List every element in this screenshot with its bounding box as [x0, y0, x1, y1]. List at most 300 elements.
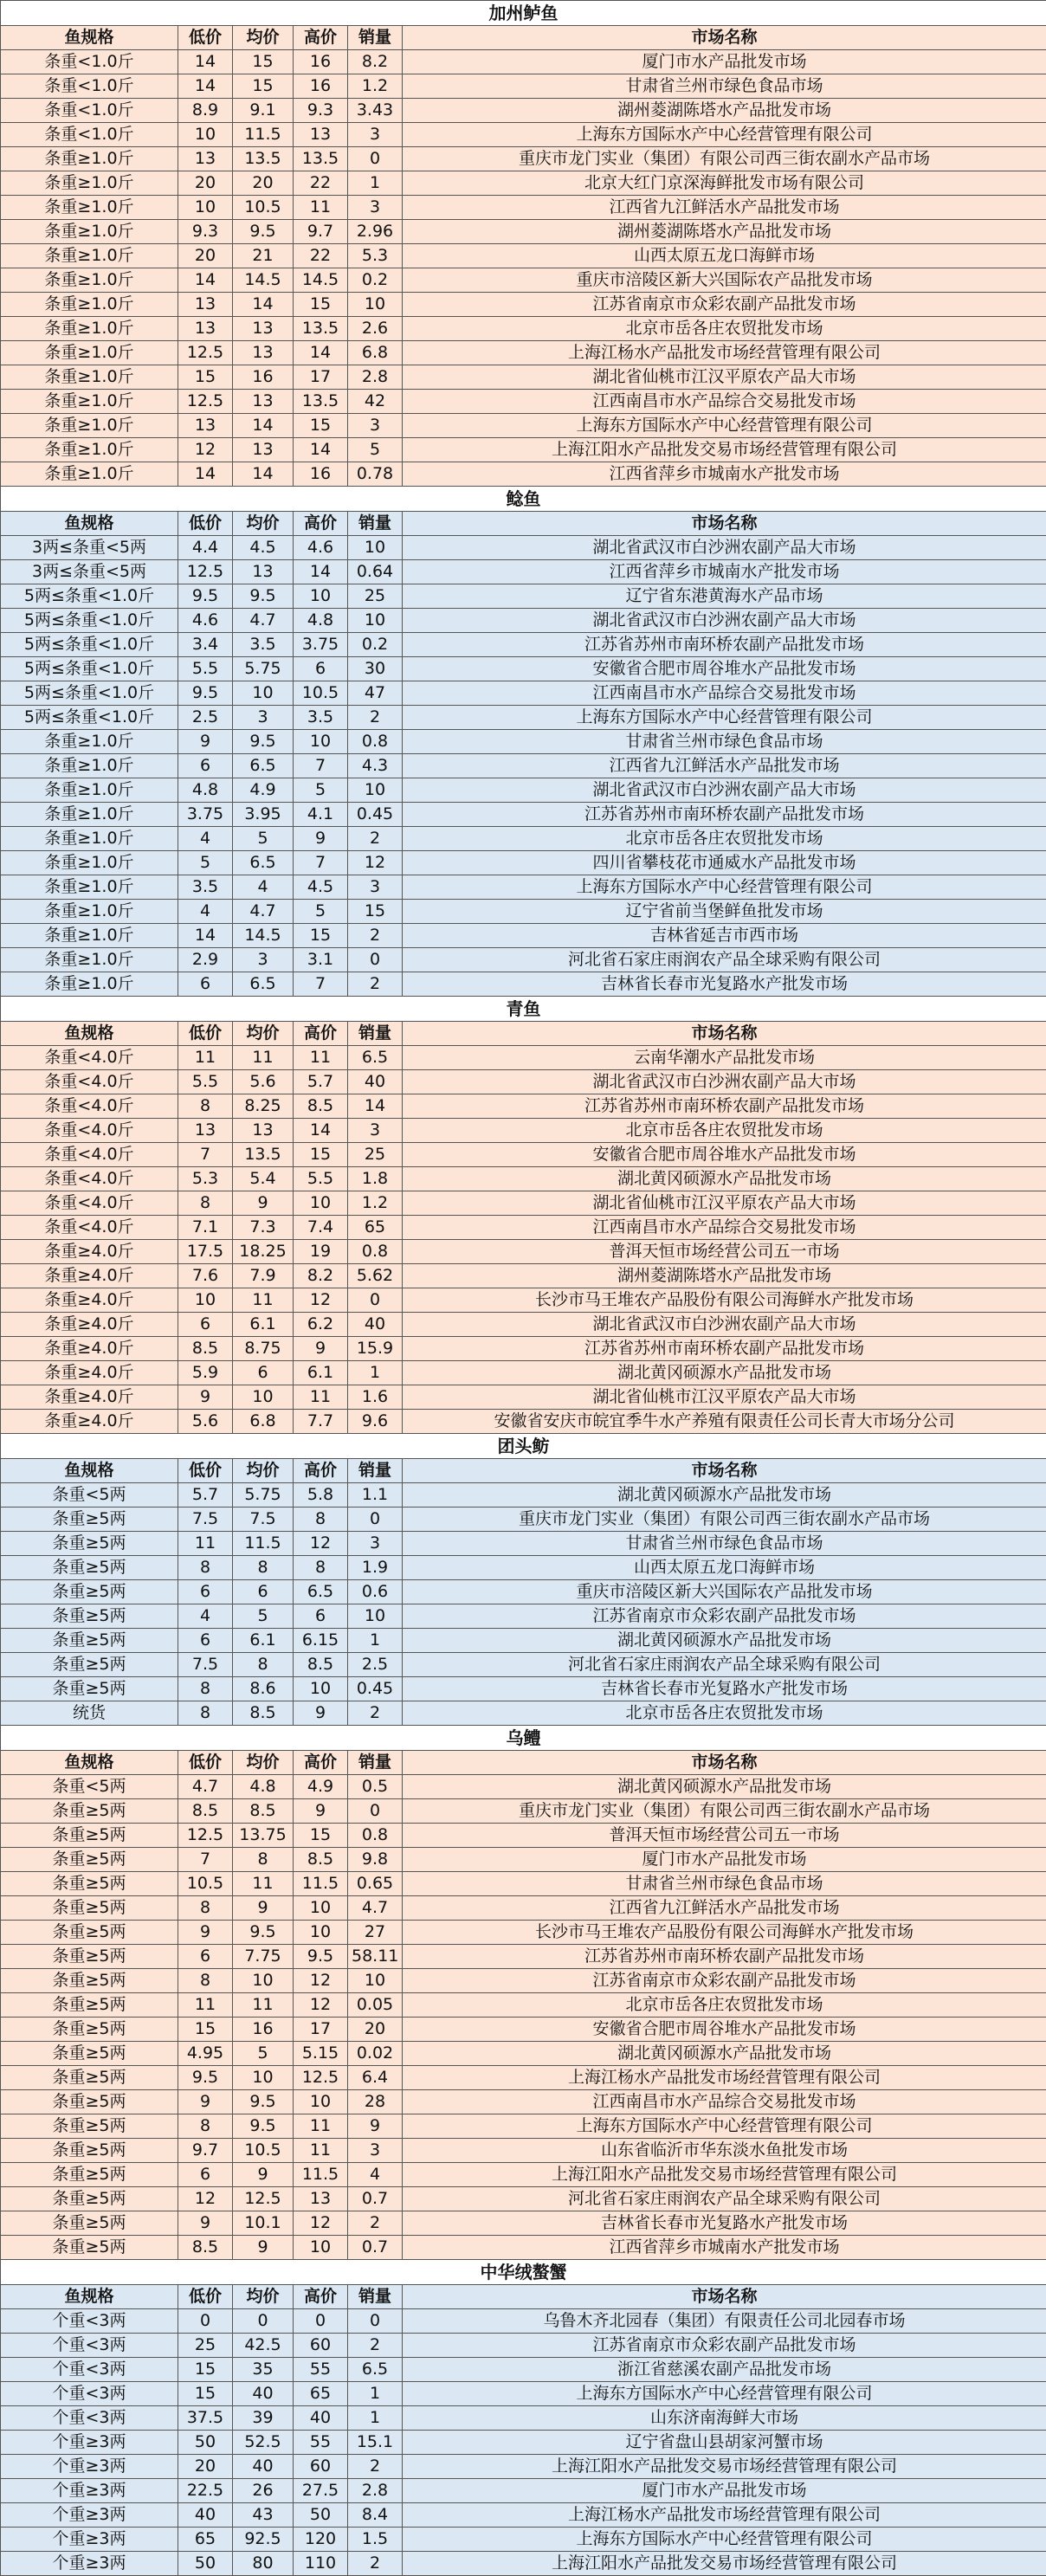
table-row [1, 317, 1046, 341]
table-cell: 92.5 [233, 2528, 294, 2552]
table-cell: 14.5 [294, 268, 348, 293]
table-cell: 湖北省仙桃市江汉平原农产品大市场 [403, 365, 1046, 390]
table-cell: 5 [178, 851, 233, 875]
table-cell: 5.3 [178, 1167, 233, 1191]
table-cell: 5.5 [178, 657, 233, 681]
table-cell: 16 [294, 462, 348, 487]
table-cell: 3.5 [178, 875, 233, 900]
table-cell: 重庆市涪陵区新大兴国际农产品批发市场 [403, 268, 1046, 293]
table-cell: 条重≥5两 [1, 1993, 178, 2018]
table-cell: 0.45 [348, 803, 403, 827]
table-cell: 北京市岳各庄农贸批发市场 [403, 1119, 1046, 1143]
table-cell: 江苏省南京市众彩农副产品批发市场 [403, 2334, 1046, 2358]
table-cell: 20 [348, 2018, 403, 2042]
table-cell: 10.1 [233, 2211, 294, 2236]
table-cell: 12 [348, 851, 403, 875]
table-cell: 7.5 [178, 1508, 233, 1532]
column-header: 市场名称 [403, 512, 1046, 536]
table-cell: 条重≥1.0斤 [1, 754, 178, 778]
table-cell: 6.5 [233, 851, 294, 875]
table-cell: 4.3 [348, 754, 403, 778]
table-cell: 条重<5两 [1, 1775, 178, 1799]
table-cell: 0 [294, 2309, 348, 2334]
table-cell: 9 [233, 2163, 294, 2187]
table-cell: 5.3 [348, 244, 403, 268]
table-cell: 15 [294, 1824, 348, 1848]
table-cell: 2.96 [348, 220, 403, 244]
table-cell: 上海江杨水产品批发市场经营管理有限公司 [403, 341, 1046, 365]
table-cell: 辽宁省东港黄海水产品市场 [403, 584, 1046, 609]
table-cell: 9 [178, 2211, 233, 2236]
table-cell: 11 [233, 1993, 294, 2018]
section-title-row [1, 1, 1046, 26]
table-row [1, 730, 1046, 754]
table-cell: 4 [348, 2163, 403, 2187]
table-cell: 2 [348, 1701, 403, 1726]
table-cell: 条重≥5两 [1, 2042, 178, 2066]
table-cell: 7.3 [233, 1216, 294, 1240]
section-title-row [1, 2260, 1046, 2285]
table-cell: 0.7 [348, 2236, 403, 2260]
table-cell: 1.2 [348, 74, 403, 99]
table-cell: 15 [233, 74, 294, 99]
table-cell: 4.1 [294, 803, 348, 827]
table-cell: 条重≥1.0斤 [1, 390, 178, 414]
table-cell: 13.5 [294, 147, 348, 171]
table-cell: 8.2 [348, 50, 403, 74]
table-cell: 12.5 [178, 390, 233, 414]
table-cell: 9.5 [233, 730, 294, 754]
table-cell: 1 [348, 1361, 403, 1385]
table-cell: 12 [294, 1532, 348, 1556]
table-cell: 安徽省合肥市周谷堆水产品批发市场 [403, 2018, 1046, 2042]
table-cell: 17 [294, 2018, 348, 2042]
table-cell: 9 [178, 1385, 233, 1410]
table-row [1, 754, 1046, 778]
table-cell: 0.02 [348, 2042, 403, 2066]
table-cell: 3.75 [294, 633, 348, 657]
table-cell: 50 [178, 2552, 233, 2576]
table-cell: 条重≥5两 [1, 2236, 178, 2260]
table-cell: 11 [178, 1532, 233, 1556]
table-cell: 11.5 [233, 123, 294, 147]
table-cell: 7.5 [178, 1653, 233, 1677]
table-cell: 湖北省仙桃市江汉平原农产品大市场 [403, 1191, 1046, 1216]
table-cell: 北京市岳各庄农贸批发市场 [403, 1993, 1046, 2018]
table-cell: 50 [178, 2431, 233, 2455]
table-cell: 13.5 [233, 147, 294, 171]
table-cell: 条重≥5两 [1, 1896, 178, 1921]
table-cell: 13 [233, 390, 294, 414]
table-cell: 2 [348, 924, 403, 948]
table-cell: 吉林省长春市光复路水产批发市场 [403, 1677, 1046, 1701]
table-cell: 湖州菱湖陈塔水产品批发市场 [403, 1264, 1046, 1288]
column-header: 低价 [178, 26, 233, 50]
table-cell: 8 [233, 1848, 294, 1872]
table-cell: 5两≤条重<1.0斤 [1, 706, 178, 730]
table-cell: 5.5 [294, 1167, 348, 1191]
table-cell: 北京市岳各庄农贸批发市场 [403, 317, 1046, 341]
section-title-row [1, 487, 1046, 512]
table-cell: 3 [348, 414, 403, 438]
table-cell: 条重≥5两 [1, 1677, 178, 1701]
table-cell: 11.5 [233, 1532, 294, 1556]
table-cell: 42 [348, 390, 403, 414]
table-cell: 4.5 [233, 536, 294, 560]
section-title: 青鱼 [1, 997, 1046, 1022]
table-cell: 14 [348, 1094, 403, 1119]
table-cell: 10 [178, 123, 233, 147]
table-cell: 江西省九江鲜活水产品批发市场 [403, 196, 1046, 220]
table-cell: 4 [233, 875, 294, 900]
table-cell: 1.2 [348, 1191, 403, 1216]
table-cell: 个重<3两 [1, 2358, 178, 2382]
table-cell: 江西省九江鲜活水产品批发市场 [403, 1896, 1046, 1921]
header-row [1, 1751, 1046, 1775]
table-cell: 江苏省苏州市南环桥农副产品批发市场 [403, 1337, 1046, 1361]
table-cell: 8.2 [294, 1264, 348, 1288]
table-cell: 10 [348, 536, 403, 560]
table-cell: 重庆市龙门实业（集团）有限公司西三街农副水产品市场 [403, 1799, 1046, 1824]
table-cell: 2.5 [178, 706, 233, 730]
table-cell: 10 [178, 196, 233, 220]
table-row [1, 1240, 1046, 1264]
table-cell: 4 [178, 1604, 233, 1629]
table-cell: 条重≥5两 [1, 1969, 178, 1993]
table-cell: 云南华潮水产品批发市场 [403, 1046, 1046, 1070]
table-cell: 8.5 [233, 1701, 294, 1726]
table-cell: 6 [178, 2163, 233, 2187]
column-header: 低价 [178, 1459, 233, 1483]
table-cell: 5.15 [294, 2042, 348, 2066]
table-cell: 11 [233, 1288, 294, 1313]
table-cell: 0.2 [348, 633, 403, 657]
table-cell: 40 [348, 1313, 403, 1337]
table-cell: 条重≥5两 [1, 1872, 178, 1896]
column-header: 销量 [348, 1751, 403, 1775]
table-row [1, 244, 1046, 268]
table-row [1, 2382, 1046, 2406]
table-cell: 10 [294, 730, 348, 754]
table-cell: 12 [294, 2211, 348, 2236]
table-cell: 8.5 [294, 1094, 348, 1119]
table-cell: 5.5 [178, 1070, 233, 1094]
table-cell: 江苏省苏州市南环桥农副产品批发市场 [403, 1094, 1046, 1119]
table-row [1, 875, 1046, 900]
table-cell: 条重≥1.0斤 [1, 730, 178, 754]
table-cell: 3 [348, 123, 403, 147]
table-row [1, 1288, 1046, 1313]
table-cell: 8.5 [233, 1799, 294, 1824]
table-cell: 3 [233, 706, 294, 730]
column-header: 高价 [294, 2285, 348, 2309]
table-cell: 80 [233, 2552, 294, 2576]
table-cell: 湖北黄冈硕源水产品批发市场 [403, 1775, 1046, 1799]
table-cell: 条重≥5两 [1, 1824, 178, 1848]
table-row [1, 900, 1046, 924]
column-header: 市场名称 [403, 1459, 1046, 1483]
table-cell: 条重≥1.0斤 [1, 414, 178, 438]
table-cell: 3 [348, 875, 403, 900]
header-row [1, 2285, 1046, 2309]
table-cell: 55 [294, 2358, 348, 2382]
table-cell: 13 [233, 317, 294, 341]
table-cell: 3 [348, 1119, 403, 1143]
table-cell: 10 [348, 293, 403, 317]
table-cell: 0.45 [348, 1677, 403, 1701]
table-cell: 9.7 [178, 2139, 233, 2163]
table-cell: 安徽省合肥市周谷堆水产品批发市场 [403, 657, 1046, 681]
table-cell: 5两≤条重<1.0斤 [1, 609, 178, 633]
table-cell: 4.7 [178, 1775, 233, 1799]
table-cell: 江西省萍乡市城南水产批发市场 [403, 462, 1046, 487]
table-cell: 7.4 [294, 1216, 348, 1240]
table-row [1, 365, 1046, 390]
table-cell: 5 [233, 827, 294, 851]
table-cell: 6.5 [348, 2358, 403, 2382]
column-header: 市场名称 [403, 1022, 1046, 1046]
column-header: 鱼规格 [1, 512, 178, 536]
table-cell: 条重≥5两 [1, 1580, 178, 1604]
table-cell: 条重≥4.0斤 [1, 1313, 178, 1337]
table-cell: 湖北黄冈硕源水产品批发市场 [403, 1629, 1046, 1653]
table-cell: 2.8 [348, 365, 403, 390]
table-cell: 条重≥1.0斤 [1, 462, 178, 487]
table-row [1, 1264, 1046, 1288]
table-cell: 条重≥1.0斤 [1, 268, 178, 293]
column-header: 销量 [348, 2285, 403, 2309]
table-cell: 1.8 [348, 1167, 403, 1191]
table-cell: 厦门市水产品批发市场 [403, 1848, 1046, 1872]
table-cell: 湖北黄冈硕源水产品批发市场 [403, 2042, 1046, 2066]
table-row [1, 633, 1046, 657]
section-title-row [1, 997, 1046, 1022]
table-cell: 湖州菱湖陈塔水产品批发市场 [403, 99, 1046, 123]
table-cell: 18.25 [233, 1240, 294, 1264]
table-cell: 上海江阳水产品批发交易市场经营管理有限公司 [403, 2552, 1046, 2576]
table-row [1, 1556, 1046, 1580]
table-row [1, 220, 1046, 244]
table-row [1, 1385, 1046, 1410]
table-cell: 条重<4.0斤 [1, 1046, 178, 1070]
table-cell: 16 [233, 365, 294, 390]
table-cell: 9 [294, 827, 348, 851]
table-cell: 0.8 [348, 730, 403, 754]
table-cell: 长沙市马王堆农产品股份有限公司海鲜水产批发市场 [403, 1921, 1046, 1945]
section-title: 鲶鱼 [1, 487, 1046, 512]
table-cell: 12.5 [178, 560, 233, 584]
table-cell: 1.9 [348, 1556, 403, 1580]
table-cell: 甘肃省兰州市绿色食品市场 [403, 1872, 1046, 1896]
table-cell: 5.9 [178, 1361, 233, 1385]
column-header: 鱼规格 [1, 1022, 178, 1046]
table-cell: 条重≥4.0斤 [1, 1240, 178, 1264]
table-cell: 条重<4.0斤 [1, 1143, 178, 1167]
table-cell: 0 [348, 147, 403, 171]
table-cell: 10 [348, 1969, 403, 1993]
table-row [1, 1580, 1046, 1604]
table-cell: 5两≤条重<1.0斤 [1, 657, 178, 681]
table-cell: 9.5 [178, 584, 233, 609]
table-cell: 8.9 [178, 99, 233, 123]
table-cell: 3.43 [348, 99, 403, 123]
table-cell: 0 [233, 2309, 294, 2334]
section-title: 加州鲈鱼 [1, 1, 1046, 26]
table-cell: 条重≥1.0斤 [1, 851, 178, 875]
table-cell: 10.5 [294, 681, 348, 706]
table-row [1, 390, 1046, 414]
table-cell: 9 [178, 2090, 233, 2114]
table-cell: 条重<4.0斤 [1, 1094, 178, 1119]
table-cell: 11 [294, 196, 348, 220]
table-cell: 0 [348, 2309, 403, 2334]
table-cell: 8 [178, 1896, 233, 1921]
column-header: 低价 [178, 2285, 233, 2309]
table-row [1, 2163, 1046, 2187]
table-cell: 吉林省长春市光复路水产批发市场 [403, 2211, 1046, 2236]
table-row [1, 1677, 1046, 1701]
table-cell: 山东省临沂市华东淡水鱼批发市场 [403, 2139, 1046, 2163]
table-cell: 6 [233, 1361, 294, 1385]
column-header: 高价 [294, 1022, 348, 1046]
table-cell: 5 [348, 438, 403, 462]
header-row [1, 512, 1046, 536]
table-cell: 13.5 [294, 390, 348, 414]
table-cell: 27 [348, 1921, 403, 1945]
table-cell: 9 [294, 1799, 348, 1824]
table-row [1, 2236, 1046, 2260]
table-cell: 条重≥5两 [1, 1921, 178, 1945]
table-cell: 7.75 [233, 1945, 294, 1969]
table-cell: 江苏省南京市众彩农副产品批发市场 [403, 1604, 1046, 1629]
table-cell: 14 [233, 414, 294, 438]
table-cell: 11 [178, 1993, 233, 2018]
table-cell: 6 [233, 1580, 294, 1604]
table-cell: 10 [233, 1385, 294, 1410]
column-header: 高价 [294, 1459, 348, 1483]
table-cell: 12 [294, 1993, 348, 2018]
table-cell: 条重≥5两 [1, 1629, 178, 1653]
table-cell: 42.5 [233, 2334, 294, 2358]
table-cell: 11 [178, 1046, 233, 1070]
section-title: 乌鳢 [1, 1726, 1046, 1751]
table-cell: 6 [178, 1313, 233, 1337]
table-cell: 9 [233, 1191, 294, 1216]
table-cell: 9.7 [294, 220, 348, 244]
table-cell: 统货 [1, 1701, 178, 1726]
table-cell: 条重≥4.0斤 [1, 1264, 178, 1288]
table-row [1, 2018, 1046, 2042]
table-cell: 湖北黄冈硕源水产品批发市场 [403, 1483, 1046, 1508]
table-cell: 13.5 [294, 317, 348, 341]
section-title-row [1, 1434, 1046, 1459]
table-cell: 8.5 [294, 1653, 348, 1677]
table-cell: 8.5 [178, 2236, 233, 2260]
table-cell: 20 [233, 171, 294, 196]
table-cell: 5两≤条重<1.0斤 [1, 633, 178, 657]
table-cell: 6.8 [348, 341, 403, 365]
table-row [1, 1119, 1046, 1143]
table-cell: 4.9 [233, 778, 294, 803]
table-cell: 14.5 [233, 268, 294, 293]
table-cell: 条重<4.0斤 [1, 1216, 178, 1240]
table-cell: 14 [294, 341, 348, 365]
section-title-row [1, 1726, 1046, 1751]
table-cell: 10 [348, 1604, 403, 1629]
table-cell: 4.6 [294, 536, 348, 560]
table-cell: 11 [294, 1046, 348, 1070]
column-header: 均价 [233, 512, 294, 536]
column-header: 鱼规格 [1, 1459, 178, 1483]
table-cell: 乌鲁木齐北园春（集团）有限责任公司北园春市场 [403, 2309, 1046, 2334]
table-cell: 2.5 [348, 1653, 403, 1677]
header-row [1, 26, 1046, 50]
table-cell: 16 [233, 2018, 294, 2042]
table-cell: 1 [348, 2382, 403, 2406]
table-cell: 条重≥1.0斤 [1, 827, 178, 851]
table-cell: 2 [348, 972, 403, 997]
table-cell: 4.8 [294, 609, 348, 633]
table-cell: 2 [348, 2455, 403, 2479]
table-cell: 8 [178, 1677, 233, 1701]
table-cell: 9.1 [233, 99, 294, 123]
table-cell: 河北省石家庄雨润农产品全球采购有限公司 [403, 948, 1046, 972]
table-cell: 7 [294, 851, 348, 875]
table-cell: 11 [294, 2114, 348, 2139]
table-cell: 13 [294, 2187, 348, 2211]
table-cell: 8 [178, 1191, 233, 1216]
table-cell: 条重≥4.0斤 [1, 1361, 178, 1385]
table-cell: 5.8 [294, 1483, 348, 1508]
table-cell: 22 [294, 244, 348, 268]
table-cell: 4.4 [178, 536, 233, 560]
table-cell: 7.5 [233, 1508, 294, 1532]
table-cell: 条重<1.0斤 [1, 123, 178, 147]
table-cell: 12 [178, 2187, 233, 2211]
table-cell: 条重≥1.0斤 [1, 875, 178, 900]
table-cell: 条重≥5两 [1, 1945, 178, 1969]
table-cell: 40 [178, 2503, 233, 2528]
column-header: 均价 [233, 26, 294, 50]
table-cell: 条重≥1.0斤 [1, 244, 178, 268]
table-cell: 15.9 [348, 1337, 403, 1361]
table-cell: 55 [294, 2431, 348, 2455]
column-header: 高价 [294, 26, 348, 50]
table-cell: 5.75 [233, 1483, 294, 1508]
table-cell: 19 [294, 1240, 348, 1264]
table-cell: 山西太原五龙口海鲜市场 [403, 1556, 1046, 1580]
table-cell: 条重≥5两 [1, 2163, 178, 2187]
table-cell: 9.5 [294, 1945, 348, 1969]
table-cell: 5 [294, 900, 348, 924]
table-cell: 15 [294, 293, 348, 317]
table-cell: 0 [348, 948, 403, 972]
table-cell: 9.8 [348, 1848, 403, 1872]
table-cell: 4.9 [294, 1775, 348, 1799]
table-cell: 上海江阳水产品批发交易市场经营管理有限公司 [403, 438, 1046, 462]
table-cell: 40 [233, 2382, 294, 2406]
table-cell: 10 [178, 1288, 233, 1313]
table-cell: 2 [348, 706, 403, 730]
table-cell: 2 [348, 2334, 403, 2358]
table-cell: 4 [178, 827, 233, 851]
table-row [1, 414, 1046, 438]
table-cell: 上海江阳水产品批发交易市场经营管理有限公司 [403, 2163, 1046, 2187]
table-cell: 3.75 [178, 803, 233, 827]
table-cell: 河北省石家庄雨润农产品全球采购有限公司 [403, 2187, 1046, 2211]
table-row [1, 293, 1046, 317]
section-title: 团头鲂 [1, 1434, 1046, 1459]
